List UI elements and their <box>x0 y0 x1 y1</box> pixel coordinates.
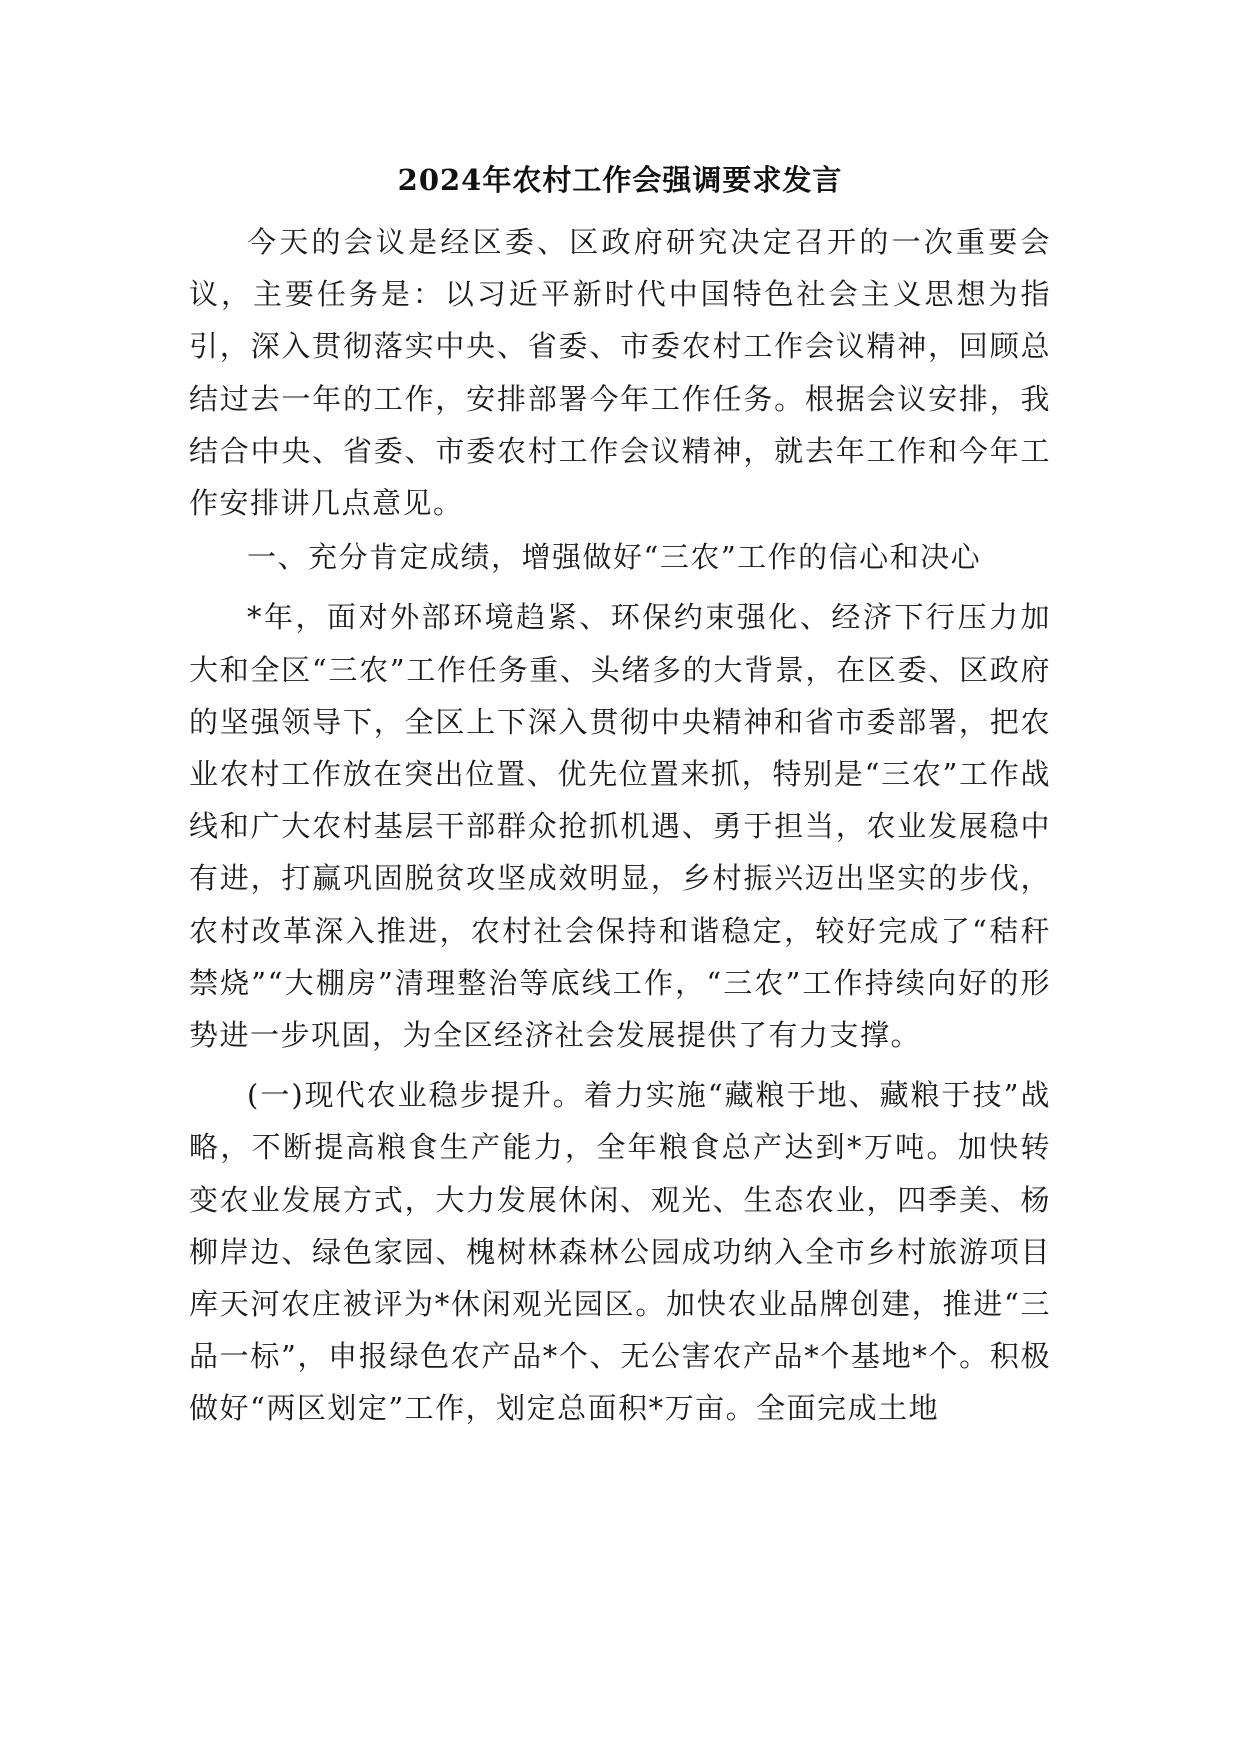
paragraph-modern-agriculture: (一)现代农业稳步提升。着力实施“藏粮于地、藏粮于技”战略，不断提高粮食生产能力，全年粮食总产达到*万吨。加快转变农业发展方式，大力发展休闲、观光、生态农业，四季美、杨柳岸边、绿色家园、槐树林森林公园成功纳入全市乡村旅游项目库天河农庄被评为*休闲观光园区。加快农业品牌创建，推进“三品一标”，申报绿色农产品*个、无公害农产品*个基地*个。积极做好“两区划定”工作，划定总面积*万亩。全面完成土地 <box>189 1078 1051 1426</box>
paragraph-achievements: *年，面对外部环境趋紧、环保约束强化、经济下行压力加大和全区“三农”工作任务重、头绪多的大背景，在区委、区政府的坚强领导下，全区上下深入贯彻中央精神和省市委部署，把农业农村工作放在突出位置、优先位置来抓，特别是“三农”工作战线和广大农村基层干部群众抢抓机遇、勇于担当，农业发展稳中有进，打赢巩固脱贫攻坚成效明显，乡村振兴迈出坚实的步伐，农村改革深入推进，农村社会保持和谐稳定，较好完成了“秸秆禁烧”“大棚房”清理整治等底线工作，“三农”工作持续向好的形势进一步巩固，为全区经济社会发展提供了有力支撑。 <box>189 600 1051 1053</box>
document-body <box>189 216 1051 1435</box>
paragraph-intro: 今天的会议是经区委、区政府研究决定召开的一次重要会议，主要任务是：以习近平新时代中国特色社会主义思想为指引，深入贯彻落实中央、省委、市委农村工作会议精神，回顾总结过去一年的工作，安排部署今年工作任务。根据会议安排，我结合中央、省委、市委农村工作会议精神，就去年工作和今年工作安排讲几点意见。 <box>189 225 1051 521</box>
document-title: 2024年农村工作会强调要求发言 <box>397 163 843 197</box>
section-heading: 一、充分肯定成绩，增强做好“三农”工作的信心和决心 <box>247 540 982 575</box>
